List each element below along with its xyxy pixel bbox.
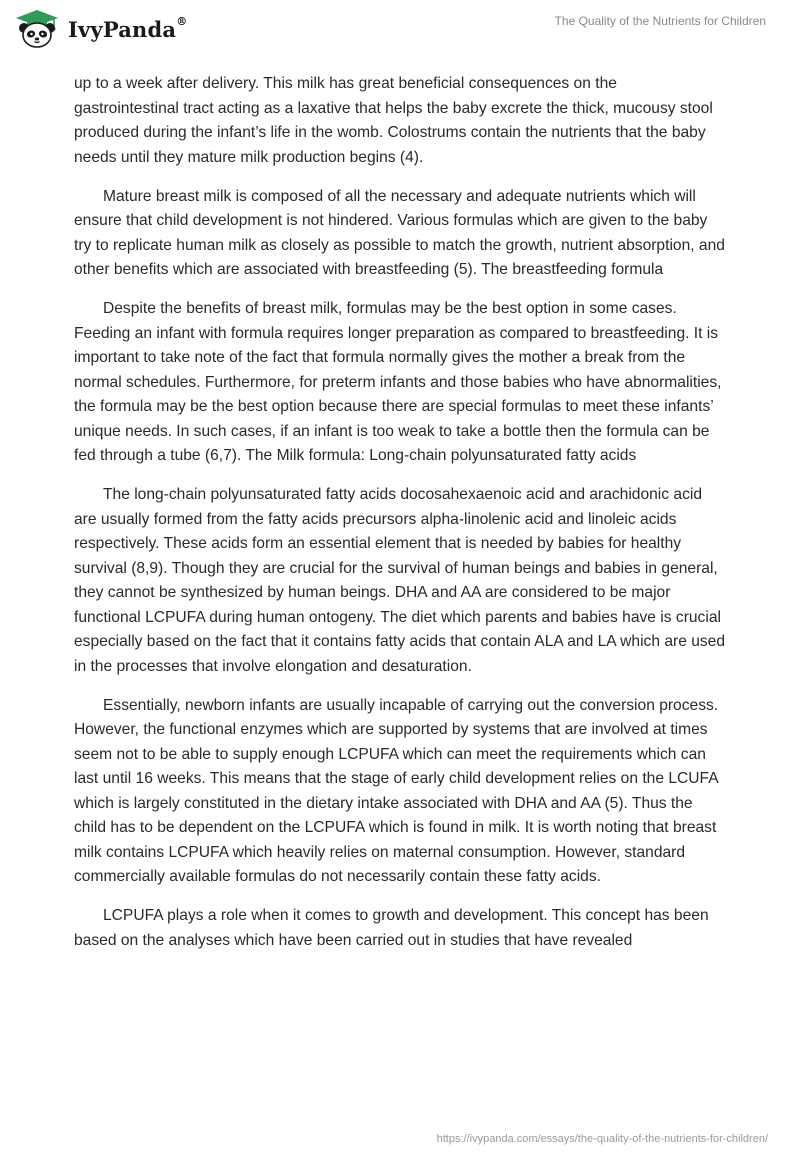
brand-name-text: IvyPanda (68, 16, 177, 42)
paragraph-3: Despite the benefits of breast milk, formulas may be the best option in some cases. Feeding an infant with formula requires longer preparation as compared to breastfeeding. It is important to take note of the fact that formula normally gives the mother a break from the normal schedules. Furthermore, for preterm infants and those babies who have abnormalities, the formula may be the best option because there are special formulas to meet these infants’ unique needs. In such cases, if an infant is too weak to take a bottle then the formula can be fed through a tube (6,7). The Milk formula: Long-chain polyunsaturated fatty acids (74, 300, 722, 464)
paragraph-1: up to a week after delivery. This milk has great beneficial consequences on the gastrointestinal tract acting as a laxative that helps the baby excrete the thick, mucousy stool produced during the infant’s life in the womb. Colostrums contain the nutrients that the baby needs until they mature milk production begins (4). (74, 75, 713, 166)
document-title: The Quality of the Nutrients for Children (554, 14, 766, 28)
paragraph-4: The long-chain polyunsaturated fatty acids docosahexaenoic acid and arachidonic acid are usually formed from the fatty acids precursors alpha-linolenic acid and linoleic acids respectively. These acids form an essential element that is needed by babies for healthy survival (8,9). Though they are crucial for the survival of human beings and babies in general, they cannot be synthesized by human beings. DHA and AA are considered to be major functional LCPUFA during human ontogeny. The diet which parents and babies have is crucial especially based on the fact that it contains fatty acids that contain ALA and LA which are used in the processes that involve elongation and desaturation. (74, 486, 726, 675)
brand-logo[interactable] (14, 8, 187, 48)
panda-graduate-icon (14, 8, 60, 48)
paragraph-5: Essentially, newborn infants are usually incapable of carrying out the conversion process. However, the functional enzymes which are supported by systems that are involved at times seem not to be able to supply enough LCPUFA which can meet the requirements which can last until 16 weeks. This means that the stage of early child development relies on the LCUFA which is largely constituted in the dietary intake associated with DHA and AA (5). Thus the child has to be dependent on the LCPUFA which is found in milk. It is worth noting that breast milk contains LCPUFA which heavily relies on maternal consumption. However, standard commercially available formulas do not necessarily contain these fatty acids. (74, 696, 719, 885)
paragraph-2: Mature breast milk is composed of all the necessary and adequate nutrients which will ensure that child development is not hindered. Various formulas which are given to the baby try to replicate human milk as closely as possible to match the growth, nutrient absorption, and other benefits which are associated with breastfeeding (5). The breastfeeding formula (74, 187, 725, 278)
brand-name (68, 14, 188, 42)
registered-mark: ® (176, 14, 188, 28)
page-header (0, 0, 800, 70)
paragraph-6: LCPUFA plays a role when it comes to growth and development. This concept has been based on the analyses which have been carried out in studies that have revealed (74, 907, 709, 949)
essay-body (74, 72, 726, 968)
source-url-link[interactable]: https://ivypanda.com/essays/the-quality-of-the-nutrients-for-children/ (436, 1133, 768, 1145)
